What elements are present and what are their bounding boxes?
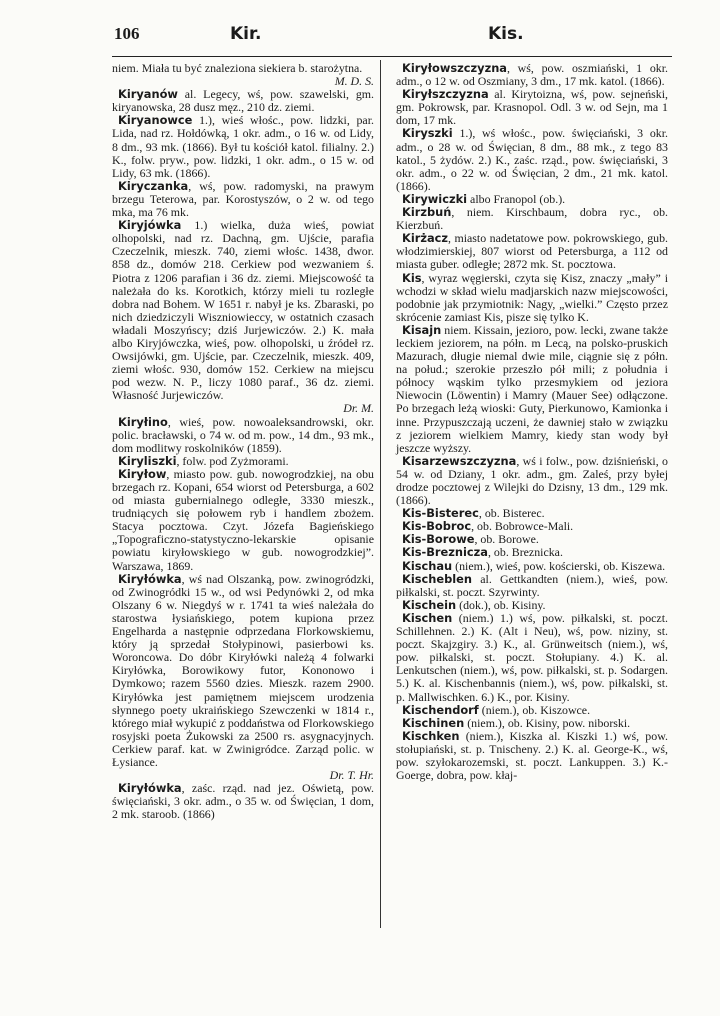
entry-text: , ob. Bisterec. xyxy=(478,506,545,521)
entry-headword: Kis xyxy=(402,270,422,285)
entry-headword: Kiryłowszczyzna xyxy=(402,61,507,75)
entry-headword: Kiryszki xyxy=(402,126,453,141)
entry-headword: Kiryłow xyxy=(118,466,167,481)
entry-signature: Dr. M. xyxy=(343,401,374,416)
entry-text: , wś, pow. oszmiański, 1 okr. adm., o 12 w. od Oszmiany, 3 dm., 17 mk. katol. (1866). xyxy=(396,61,668,89)
page-header xyxy=(112,24,672,48)
entry-headword: Kischken xyxy=(402,728,460,743)
left-column xyxy=(112,62,374,821)
entry-headword: Kiryłino xyxy=(118,414,168,429)
entry-headword: Kiryłszczyzna xyxy=(402,87,489,102)
entry-headword: Kiryczanka xyxy=(118,178,189,193)
entry-text: , zaśc. rząd. nad jez. Oświetą, pow. święciański, 3 okr. adm., o 35 w. od Święcian, 1 dom, 2 mk. staroob. (1866) xyxy=(112,781,374,822)
entry-text: 1.) wielka, duża wieś, powiat olhopolski, nad rz. Dachną, gm. Ujście, parafia Czeczelnik, mieszk. 740, ziemi włośc. 1438, dwor. 858 dz., domów 218. Cerkiew pod wezwaniem ś. Piotra z 1206 parafian i 36 dz. ziemi. Miejscowość ta należała do ks. Korotkich, którzy mieli tu rozległe dobra nad Bohem. W 1651 r. nabył je ks. Zbaraski, po nich dziedziczyli Wiszniowieccy, w ostatnich czasach władali Moszyńscy; dziś Jurjewiczów. 2.) K. mała albo Kiryjówczka, wieś, pow. olhopolski, u źródeł rz. Owsijówki, gm. Ujście, par. Czeczelnik, mieszk. 409, ziemi włośc. 930, domów 152. Cerkiew na miejscu pod wezw. N. P., liczy 1080 paraf., 36 dz. ziemi. Własność Jurjewiczów. xyxy=(112,218,374,403)
entry-headword: Kis-Breznicza xyxy=(402,545,488,560)
entry-text: , wyraz węgierski, czyta się Kisz, znaczy „mały” i wchodzi w skład wielu madjarskich nazw miejscowości, podobnie jak przymiotnik: Nagy, „wielki.” Często przez skrócenie zamiast Kis, pisze się tylko K. xyxy=(396,270,668,324)
entry-headword: Kiryanowce xyxy=(118,113,193,128)
entry xyxy=(396,88,668,127)
entry-headword: Kisarzewszczyzna xyxy=(402,453,517,468)
entry-headword: Kischau xyxy=(402,558,453,573)
entry xyxy=(396,206,668,232)
entry-text: , ob. Borowe. xyxy=(474,532,539,547)
entry-signature: Dr. T. Hr. xyxy=(329,768,374,783)
entry-headword: Kiryliszki xyxy=(118,453,177,468)
entry xyxy=(112,782,374,821)
entry-text: albo Franopol (ob.). xyxy=(470,191,566,206)
entry xyxy=(112,573,374,783)
entry-text: , miasto pow. gub. nowogrodzkiej, na obu brzegach rz. Kopani, 654 wiorst od Petersburga, a 602 od miasta gubernialnego odległe, 3330 mieszk., trudniących się połowem ryb i handlem zbożem. Stacya pocztowa. Czyt. Józefa Bagieńskiego „Topograficzno-statystyczno-lekarskie opisanie powiatu kiryłowskiego w gub. nowogrodzkiej”. Warszawa, 1869. xyxy=(112,466,374,573)
entry xyxy=(396,612,668,704)
entry-headword: Kiryjówka xyxy=(118,218,182,233)
entry xyxy=(396,127,668,192)
entry-headword: Kirzbuń xyxy=(402,205,452,220)
entry xyxy=(112,180,374,219)
entry-text: (dok.), ob. Kisiny. xyxy=(459,597,546,612)
entry-headword: Kis-Bisterec xyxy=(402,506,479,521)
entry-headword: Kischinen xyxy=(402,715,465,730)
entry-headword: Kiryłówka xyxy=(118,571,182,586)
header-rule xyxy=(112,56,672,57)
entry-headword: Kischeblen xyxy=(402,571,472,586)
entry-headword: Kirywiczki xyxy=(402,191,468,206)
entry-text: (niem.), ob. Kisiny, pow. niborski. xyxy=(467,715,631,730)
entry-text: al. Legecy, wś, pow. szawelski, gm. kiryanowska, 28 dusz męz., 210 dz. ziemi. xyxy=(112,87,374,115)
entry-headword: Kis-Bobroc xyxy=(402,519,472,534)
entry-text: , folw. pod Zyżmorami. xyxy=(176,453,289,468)
entry-text: niem. Kissain, jezioro, pow. lecki, zwane także leckiem jeziorem, na półn. m Lecą, na polsko-pruskich Mazurach, długie niemal dwie mile, ciągnie się z półn. na połud.; szerokie przeszło pół mili; z południa i północy wąskim tylko przesmykiem od jeziora Niewocin (Löwentin) i Mamry (Mauer See) odłączone. Po brzegach leżą wioski: Guty, Pierkunowo, Kamionka i inne. Przypuszczają uczeni, że dawniej stało w związku z jeziorem wielkiem Mamry, kiedy stan wody był jeszcze wyższy. xyxy=(396,322,668,455)
entry-headword: Kiryłówka xyxy=(118,781,182,796)
right-column xyxy=(396,62,668,782)
entry-text: al. Gettkandten (niem.), wieś, pow. piłkalski, st. poczt. Szyrwinty. xyxy=(396,571,668,599)
entry-text: (niem.), Kiszka al. Kiszki 1.) wś, pow. stołupiański, st. p. Tnischeny. 2.) K. al. George-K., wś, pow. szyłokarozemski, st. poczt. Lankuppen. 3.) K.-Goerge, dobra, pow. kłaj- xyxy=(396,728,668,783)
entry xyxy=(112,62,374,88)
entry xyxy=(396,573,668,599)
entry-signature: M. D. S. xyxy=(334,74,374,89)
entry xyxy=(112,468,374,573)
entry-text: 1.), wieś włośc., pow. lidzki, par. Lida, nad rz. Hołdówką, 1 okr. adm., o 16 w. od Lidy, 8 dm., 93 mk. (1866). Był tu kościół katol. filialny. 2.) K., folw. pryw., pow. lidzki, 1 okr. adm., o 15 w. od Lidy, 63 mk. (1866). xyxy=(112,113,374,180)
right-running-head: Kis. xyxy=(488,24,524,44)
entry-headword: Kis-Borowe xyxy=(402,532,475,547)
entry xyxy=(396,324,668,455)
entry xyxy=(112,416,374,455)
entry xyxy=(112,88,374,114)
entry-headword: Kischendorf xyxy=(402,702,479,717)
column-divider xyxy=(380,60,381,928)
entry-headword: Kischen xyxy=(402,610,453,625)
entry-text: , wś, pow. radomyski, na prawym brzegu Teterowa, par. Korostyszów, o 2 w. od tego mka, ma 76 mk. xyxy=(112,178,374,220)
entry-headword: Kirżacz xyxy=(402,231,449,246)
entry-text: , wś nad Olszanką, pow. zwinogródzki, od Zwinogródki 15 w., od wsi Pedynówki 2, od mka Olszany 6 w. Niegdyś w r. 1741 ta wieś należała do starostwa łysiańskiego, potem kupiona przez Engelharda a następnie odprzedana Florkowskiemu, który ją sprzedał Stołypinowi, pasierbowi ks. Woroncowa. Do dóbr Kiryłówki należą 4 folwarki Kiryłówka, Borowikowy futor, Kononowo i Dymkowo; razem 5560 dzies. Mieszk. razem 2900. Kiryłówka jest pamiętnem miejscem urodzenia słynnego poety ukraińskiego Szewczenki w 1814 r., którego miał wykupić z poddaństwa od Florkowskiego rosyjski poeta Żukowski za 2500 rs. asygnacyjnych. Cerkiew paraf. kat. w Zwinigródce. Zarząd polic. w Łysiance. xyxy=(112,571,374,769)
entry xyxy=(396,455,668,507)
entry xyxy=(112,114,374,179)
entry xyxy=(112,219,374,415)
entry-headword: Kischein xyxy=(402,597,457,612)
entry-text: , miasto nadetatowe pow. pokrowskiego, gub. włodzimierskiej, 807 wiorst od Petersburga, a 112 od miasta guber. odległe; 2872 mk. St. pocztowa. xyxy=(396,231,668,272)
left-running-head: Kir. xyxy=(230,24,262,44)
entry-text: 1.), wś włośc., pow. święciański, 3 okr. adm., o 28 w. od Święcian, 8 dm., 88 mk., z tego 83 katol., 5 żydów. 2.) K., zaśc. rząd., pow. święciański, 3 okr. adm., o 22 w. od Święcian, 2 dm., 21 mk. katol. (1866). xyxy=(396,126,668,193)
entry-text: , wś i folw., pow. dziśnieński, o 54 w. od Dziany, 1 okr. adm., gm. Zaleś, przy byłej drodze pocztowej z Wilejki do Dzisny, 13 dm., 129 mk. (1866). xyxy=(396,453,668,508)
entry-text: , wieś, pow. nowoaleksandrowski, okr. polic. bracławski, o 74 w. od m. pow., 14 dm., 93 mk., dom modlitwy roskolników (1859). xyxy=(112,414,374,455)
entry-text: , ob. Breznicka. xyxy=(487,545,563,560)
entry-text: (niem.) 1.) wś, pow. piłkalski, st. poczt. Schillehnen. 2.) K. (Alt i Neu), wś, pow. niziny, st. poczt. Skajzgiry. 3.) K., al. Grünweitsch (niem.), wś, pow. piłkalski, st. poczt. Stołupiany. 4.) K. al. Lenkutschen (niem.), wś, pow. piłkalski, st. p. Sodargen. 5.) K. al. Kischenbannis (niem.), wś, pow. piłkalski, st. p. Mallwischken. 6.) K., por. Kisiny. xyxy=(396,610,668,704)
entry xyxy=(396,272,668,324)
entry-headword: Kiryanów xyxy=(118,87,178,102)
entry xyxy=(396,730,668,782)
entry-text: (niem.), ob. Kiszowce. xyxy=(481,702,591,717)
page-number: 106 xyxy=(114,24,140,43)
entry-text: (niem.), wieś, pow. kościerski, ob. Kiszewa. xyxy=(455,558,666,573)
entry xyxy=(396,62,668,88)
entry-text: al. Kirytoizna, wś, pow. sejneński, gm. Pokrowsk, par. Krasnopol. Odl. 3 w. od Sejn, ma 1 dom, 17 mk. xyxy=(396,87,668,128)
entry-headword: Kisajn xyxy=(402,322,442,337)
entry-text: , ob. Bobrowce-Mali. xyxy=(471,519,574,534)
entry xyxy=(396,232,668,271)
entry-text: niem. Miała tu być znaleziona siekiera b. starożytna. xyxy=(112,61,363,75)
entry-text: , niem. Kirschbaum, dobra ryc., ob. Kierzbuń. xyxy=(396,205,668,233)
